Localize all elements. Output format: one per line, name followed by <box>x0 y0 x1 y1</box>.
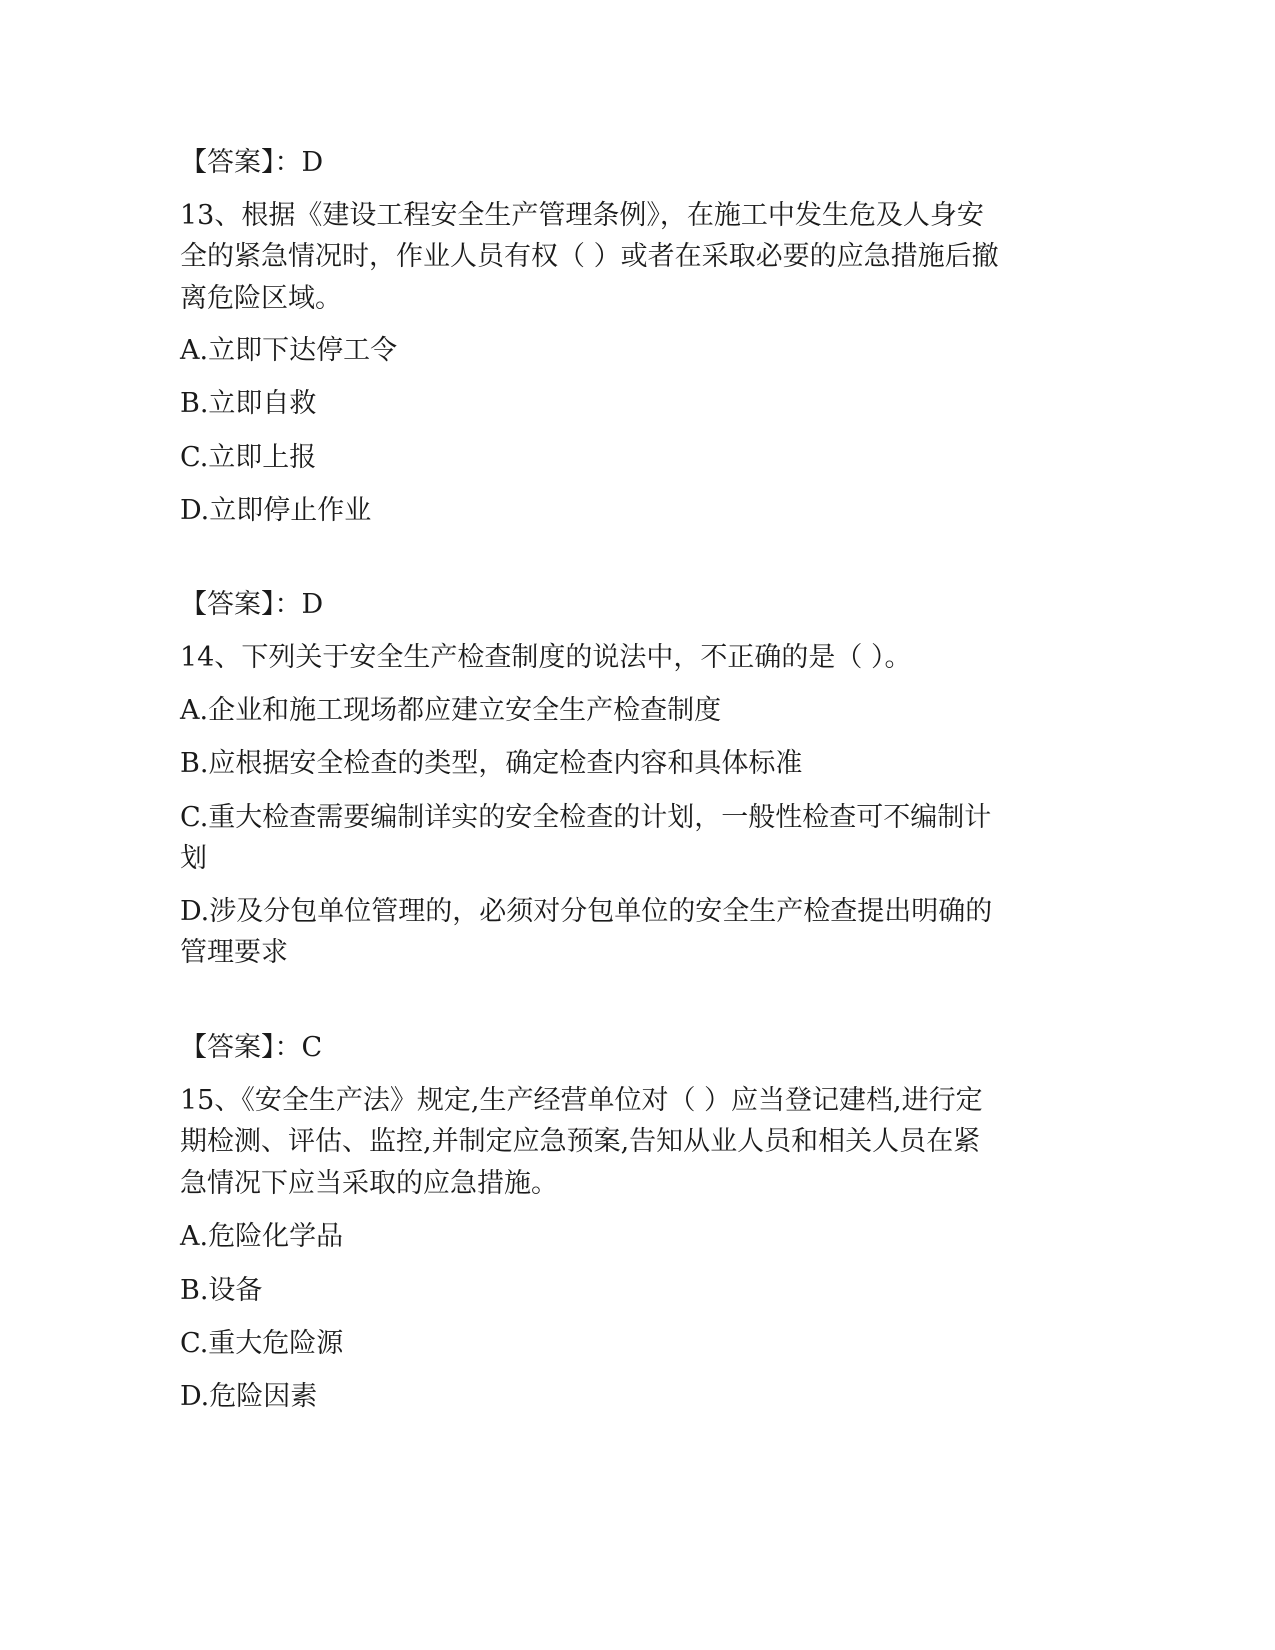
option-c: C.重大危险源 <box>180 1328 344 1359</box>
question-stem-line: 13、根据《建设工程安全生产管理条例》，在施工中发生危及人身安 <box>180 200 984 231</box>
question-stem-line: 急情况下应当采取的应急措施。 <box>180 1168 558 1199</box>
option-c: C.重大检查需要编制详实的安全检查的计划，一般性检查可不编制计 <box>180 802 992 833</box>
option-a: A.企业和施工现场都应建立安全生产检查制度 <box>180 695 722 726</box>
option-b: B.应根据安全检查的类型，确定检查内容和具体标准 <box>180 748 803 779</box>
answer-line: 【答案】：D <box>180 147 324 178</box>
option-d: D.立即停止作业 <box>180 495 372 526</box>
option-a: A.立即下达停工令 <box>180 335 398 366</box>
option-b: B.设备 <box>180 1275 263 1306</box>
option-d: D.危险因素 <box>180 1381 318 1412</box>
question-stem-line: 期检测、评估、监控,并制定应急预案,告知从业人员和相关人员在紧 <box>180 1126 981 1157</box>
answer-line: 【答案】：C <box>180 1032 323 1063</box>
option-d: D.涉及分包单位管理的，必须对分包单位的安全生产检查提出明确的 <box>180 896 993 927</box>
answer-line: 【答案】：D <box>180 589 324 620</box>
question-stem-line: 14、下列关于安全生产检查制度的说法中，不正确的是（ ）。 <box>180 642 912 673</box>
question-stem-line: 全的紧急情况时，作业人员有权（ ）或者在采取必要的应急措施后撤 <box>180 241 999 272</box>
option-b: B.立即自救 <box>180 388 317 419</box>
question-stem-line: 离危险区域。 <box>180 283 342 314</box>
option-c-continued: 划 <box>180 843 207 874</box>
option-c: C.立即上报 <box>180 442 317 473</box>
question-stem-line: 15、《安全生产法》规定,生产经营单位对（ ）应当登记建档,进行定 <box>180 1085 983 1116</box>
option-a: A.危险化学品 <box>180 1221 344 1252</box>
option-d-continued: 管理要求 <box>180 937 288 968</box>
